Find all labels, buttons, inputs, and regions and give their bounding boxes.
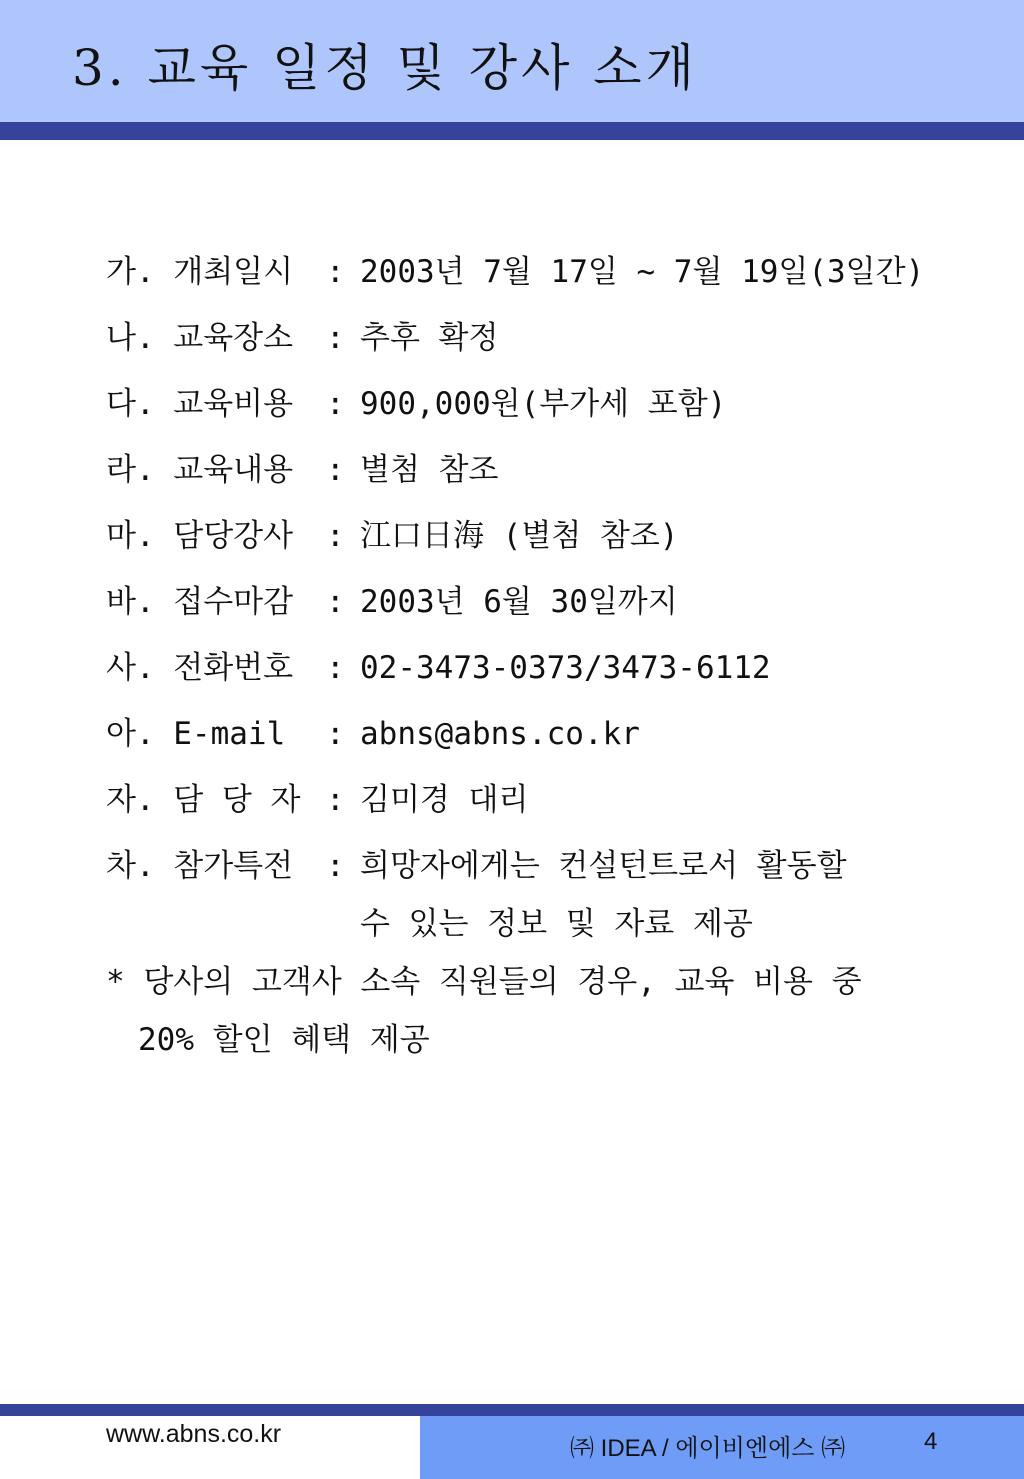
item-value: 江口日海 (별첨 참조) (360, 518, 679, 554)
page-title: 3. 교육 일정 및 강사 소개 (72, 39, 698, 97)
item-colon: : (326, 716, 345, 752)
item-label: 나. 교육장소 (106, 320, 294, 356)
item-colon: : (326, 320, 345, 356)
footer-divider (0, 1404, 1024, 1416)
item-label: 가. 개최일시 (106, 254, 294, 290)
item-colon: : (326, 848, 345, 884)
item-colon: : (326, 386, 345, 422)
item-value: 김미경 대리 (360, 782, 529, 818)
item-value: 2003년 7월 17일 ~ 7월 19일(3일간) (360, 254, 925, 290)
item-label: 아. E-mail (106, 716, 286, 752)
item-colon: : (326, 584, 345, 620)
item-label: 차. 참가특전 (106, 848, 294, 884)
note-line2: 20% 할인 혜택 제공 (138, 1022, 430, 1058)
item-value: 900,000원(부가세 포함) (360, 386, 727, 422)
header-divider (0, 122, 1024, 140)
item-label: 다. 교육비용 (106, 386, 294, 422)
item-label: 바. 접수마감 (106, 584, 294, 620)
item-value: 희망자에게는 컨설턴트로서 활동할 (360, 848, 847, 884)
company-name: ㈜ IDEA / 에이비엔에스 ㈜ (570, 1435, 846, 1462)
item-value: 추후 확정 (360, 320, 499, 356)
page-header (0, 0, 1024, 122)
item-value: 2003년 6월 30일까지 (360, 584, 678, 620)
page-number: 4 (924, 1428, 938, 1455)
item-colon: : (326, 650, 345, 686)
item-label: 마. 담당강사 (106, 518, 294, 554)
item-value: 별첨 참조 (360, 452, 499, 488)
website-link[interactable]: www.abns.co.kr (106, 1420, 282, 1448)
item-colon: : (326, 254, 345, 290)
item-label: 사. 전화번호 (106, 650, 294, 686)
item-label: 자. 담 당 자 (106, 782, 301, 818)
item-colon: : (326, 782, 345, 818)
item-colon: : (326, 518, 345, 554)
email-value[interactable]: abns@abns.co.kr (360, 716, 640, 752)
item-label: 라. 교육내용 (106, 452, 294, 488)
item-value: 02-3473-0373/3473-6112 (360, 650, 771, 686)
note-line1: * 당사의 고객사 소속 직원들의 경우, 교육 비용 중 (106, 964, 862, 1000)
item-value-line2: 수 있는 정보 및 자료 제공 (360, 906, 753, 942)
item-colon: : (326, 452, 345, 488)
